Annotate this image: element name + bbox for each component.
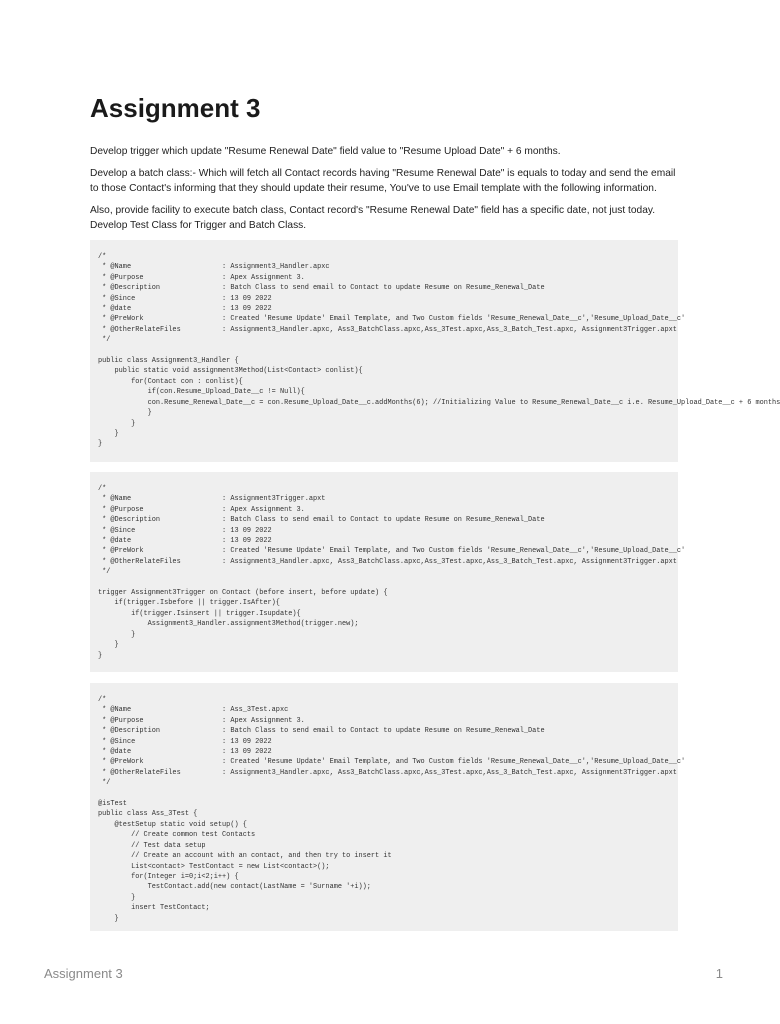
paragraph-trigger: Develop trigger which update "Resume Renewal Date" field value to "Resume Upload Date" + 6 months. <box>90 146 561 157</box>
page-title: Assignment 3 <box>90 93 261 123</box>
footer-page-number: 1 <box>715 966 723 981</box>
paragraph-batch-class: Develop a batch class:- Which will fetch all Contact records having "Resume Renewal Date" is equals to today and send the email to those Contact's informing that they should update their resume, You've to use Email template with the following information. <box>90 168 676 194</box>
code-block-handler <box>90 240 780 462</box>
code-text: /* * @Name : Assignment3Trigger.apxt * @Purpose : Apex Assignment 3. * @Description : Batch Class to send email to Contact to update Resume on Resume_Renewal_Date * @Since : 13 09 2022 * @date : 13 09 2022 * @PreWork : Created 'Resume Update' Email Template, and Two Custom fields 'Resume_Renewal_Date__c','Resume_Upload_Date__c' * @OtherRelateFiles : Assignment3_Handler.apxc, Ass3_BatchClass.apxc,Ass_3Test.apxc,Ass_3_Batch_Test.apxc, Assignment3Trigger.apxt */ trigger Assignment3Trigger on Contact (before insert, before update) { if(trigger.Isbefore || trigger.IsAfter){ if(trigger.Isinsert || trigger.Isupdate){ Assignment3_Handler.assignment3Method(trigger.new); } } } <box>98 485 686 660</box>
code-block-test-class <box>90 683 686 931</box>
code-block-trigger <box>90 472 686 672</box>
intro-section <box>90 144 678 240</box>
footer-document-title: Assignment 3 <box>44 966 123 981</box>
code-text: /* * @Name : Assignment3_Handler.apxc * @Purpose : Apex Assignment 3. * @Description : Batch Class to send email to Contact to update Resume on Resume_Renewal_Date * @Since : 13 09 2022 * @date : 13 09 2022 * @PreWork : Created 'Resume Update' Email Template, and Two Custom fields 'Resume_Renewal_Date__c','Resume_Upload_Date__c' * @OtherRelateFiles : Assignment3_Handler.apxc, Ass3_BatchClass.apxc,Ass_3Test.apxc,Ass_3_Batch_Test.apxc, Assignment3Trigger.apxt */ public class Assignment3_Handler { public static void assignment3Method(List<Contact> conlist){ for(Contact con : conlist){ if(con.Resume_Upload_Date__c != Null){ con.Resume_Renewal_Date__c = con.Resume_Upload_Date__c.addMonths(6); //Initializing Value to Resume_Renewal_Date__c i.e. Resume_Upload_Date__c + 6 months } } } } <box>98 253 780 449</box>
paragraph-test-class: Also, provide facility to execute batch class, Contact record's "Resume Renewal Date" field has a specific date, not just today. Develop Test Class for Trigger and Batch Class. <box>90 205 656 231</box>
code-text: /* * @Name : Ass_3Test.apxc * @Purpose : Apex Assignment 3. * @Description : Batch Class to send email to Contact to update Resume on Resume_Renewal_Date * @Since : 13 09 2022 * @date : 13 09 2022 * @PreWork : Created 'Resume Update' Email Template, and Two Custom fields 'Resume_Renewal_Date__c','Resume_Upload_Date__c' * @OtherRelateFiles : Assignment3_Handler.apxc, Ass3_BatchClass.apxc,Ass_3Test.apxc,Ass_3_Batch_Test.apxc, Assignment3Trigger.apxt */ @isTest public class Ass_3Test { @testSetup static void setup() { // Create common test Contacts // Test data setup // Create an account with an contact, and then try to insert it List<contact> TestContact = new List<contact>(); for(Integer i=0;i<2;i++) { TestContact.add(new contact(LastName = 'Surname '+i)); } insert TestContact; } <box>98 696 686 923</box>
